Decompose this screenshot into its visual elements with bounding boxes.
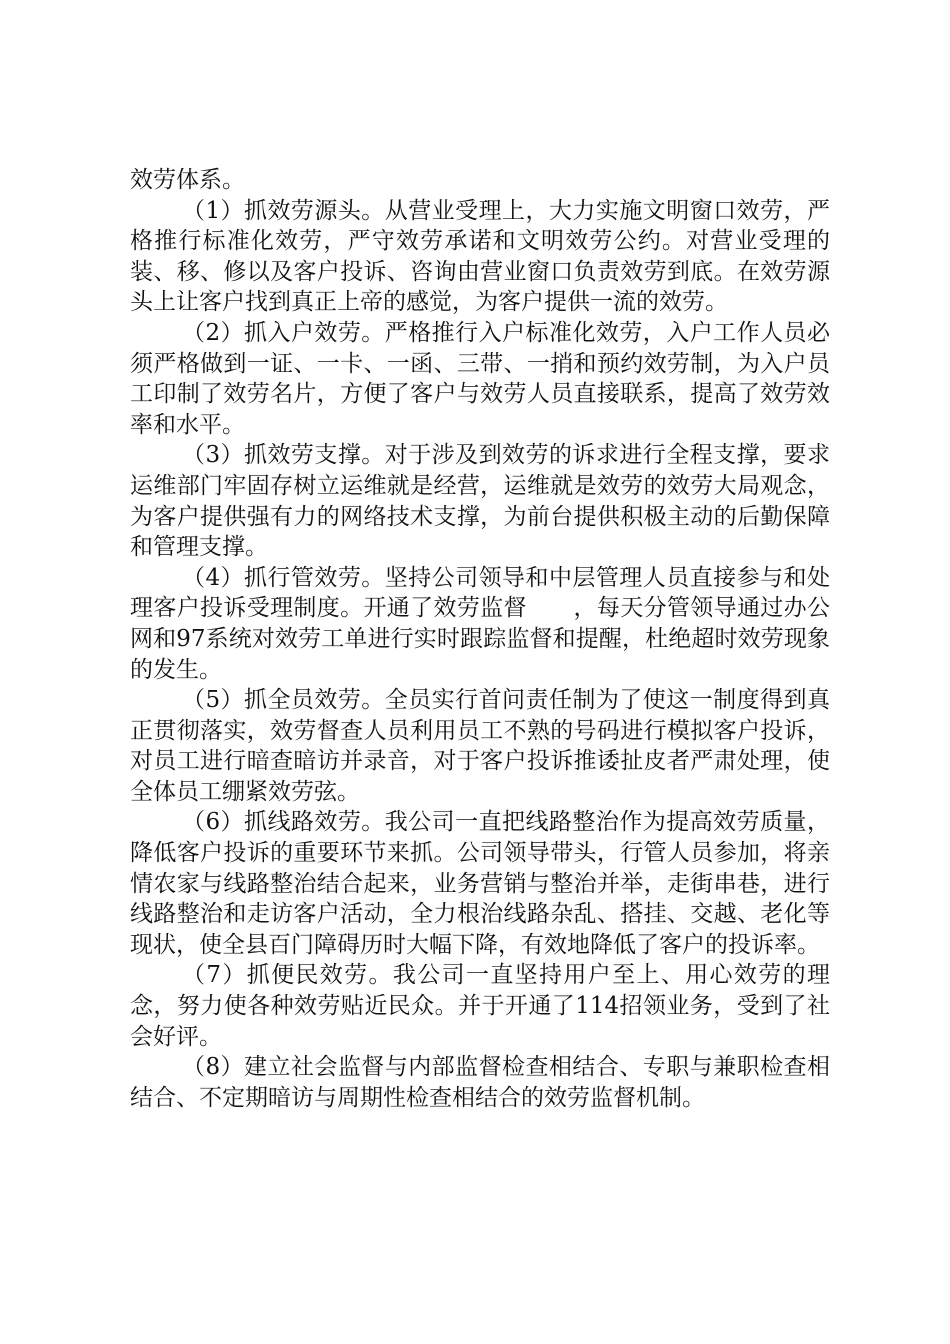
paragraph-7-convenience-service: （7）抓便民效劳。我公司一直坚持用户至上、用心效劳的理念，努力使各种效劳贴近民众。并于开通了114招领业务，受到了社会好评。: [130, 962, 830, 1050]
paragraph-6-line-service: （6）抓线路效劳。我公司一直把线路整治作为提高效劳质量，降低客户投诉的重要环节来抓。公司领导带头，行管人员参加，将亲情农家与线路整治结合起来，业务营销与整治并举，走街串巷，进行线路整治和走访客户活动，全力根治线路杂乱、搭挂、交越、老化等现状，使全县百门障碍历时大幅下降，有效地降低了客户的投诉率。: [130, 809, 830, 958]
paragraph-1-service-source: （1）抓效劳源头。从营业受理上，大力实施文明窗口效劳，严格推行标准化效劳，严守效劳承诺和文明效劳公约。对营业受理的装、移、修以及客户投诉、咨询由营业窗口负责效劳到底。在效劳源头上让客户找到真正上帝的感觉，为客户提供一流的效劳。: [130, 197, 830, 316]
paragraph-5-all-staff-service: （5）抓全员效劳。全员实行首问责任制为了使这一制度得到真正贯彻落实，效劳督查人员利用员工不熟的号码进行模拟客户投诉，对员工进行暗查暗访并录音，对于客户投诉推诿扯皮者严肃处理，使全体员工绷紧效劳弦。: [130, 687, 830, 805]
paragraph-8-supervision-mechanism: （8）建立社会监督与内部监督检查相结合、专职与兼职检查相结合、不定期暗访与周期性检查相结合的效劳监督机制。: [130, 1054, 830, 1111]
paragraph-2-home-service: （2）抓入户效劳。严格推行入户标准化效劳，入户工作人员必须严格做到一证、一卡、一函、三带、一捎和预约效劳制，为入户员工印制了效劳名片，方便了客户与效劳人员直接联系，提高了效劳效率和水平。: [130, 319, 830, 438]
paragraph-continuation: 效劳体系。: [130, 167, 245, 193]
paragraph-4-admin-service: （4）抓行管效劳。坚持公司领导和中层管理人员直接参与和处理客户投诉受理制度。开通了效劳监督 ，每天分管领导通过办公网和97系统对效劳工单进行实时跟踪监督和提醒，杜绝超时效劳现象的发生。: [130, 564, 830, 683]
body-text: [130, 165, 830, 1113]
paragraph-3-service-support: （3）抓效劳支撑。对于涉及到效劳的诉求进行全程支撑，要求运维部门牢固存树立运维就是经营，运维就是效劳的效劳大局观念，为客户提供强有力的网络技术支撑，为前台提供积极主动的后勤保障和管理支撑。: [130, 442, 830, 561]
